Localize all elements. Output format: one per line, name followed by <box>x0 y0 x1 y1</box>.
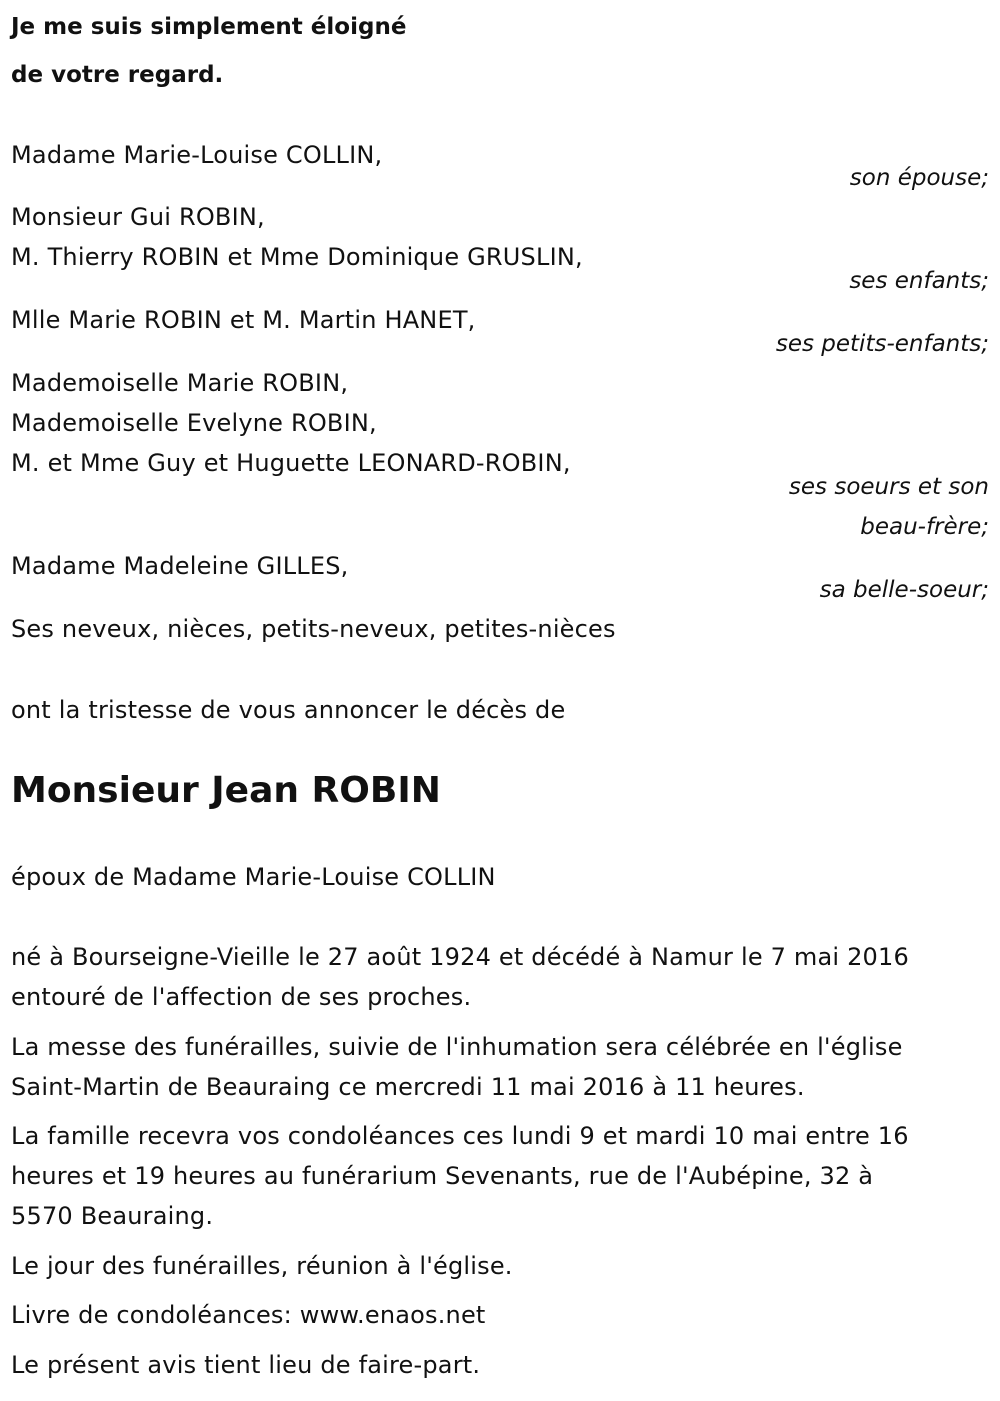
notice-line: Le présent avis tient lieu de faire-part. <box>11 1351 481 1379</box>
birth-death-line-2: entouré de l'affection de ses proches. <box>11 983 472 1011</box>
announcement-intro: ont la tristesse de vous annoncer le décès de <box>11 696 566 724</box>
funeral-line-2: Saint-Martin de Beauraing ce mercredi 11 mai 2016 à 11 heures. <box>11 1073 805 1101</box>
meeting-line: Le jour des funérailles, réunion à l'église. <box>11 1252 513 1280</box>
mourner-sister-in-law: Madame Madeleine GILLES, <box>11 552 349 580</box>
birth-death-line-1: né à Bourseigne-Vieille le 27 août 1924 et décédé à Namur le 7 mai 2016 <box>11 943 909 971</box>
condolences-line-2: heures et 19 heures au funérarium Sevenants, rue de l'Aubépine, 32 à <box>11 1162 874 1190</box>
condolences-line-3: 5570 Beauraing. <box>11 1202 214 1230</box>
funeral-line-1: La messe des funérailles, suivie de l'inhumation sera célébrée en l'église <box>11 1033 903 1061</box>
mourner-child-1: Monsieur Gui ROBIN, <box>11 203 265 231</box>
role-siblings-line-2: beau-frère; <box>860 514 989 540</box>
condolences-line-1: La famille recevra vos condoléances ces lundi 9 et mardi 10 mai entre 16 <box>11 1122 909 1150</box>
role-sister-in-law: sa belle-soeur; <box>819 577 989 603</box>
role-children: ses enfants; <box>849 268 989 294</box>
deceased-name: Monsieur Jean ROBIN <box>11 770 441 811</box>
mourner-sibling-1: Mademoiselle Marie ROBIN, <box>11 369 349 397</box>
mourner-sibling-2: Mademoiselle Evelyne ROBIN, <box>11 409 377 437</box>
role-siblings-line-1: ses soeurs et son <box>788 474 989 500</box>
mourner-spouse: Madame Marie-Louise COLLIN, <box>11 141 383 169</box>
mourner-sibling-3: M. et Mme Guy et Huguette LEONARD-ROBIN, <box>11 449 571 477</box>
role-spouse: son épouse; <box>849 165 989 191</box>
epigraph-line-1: Je me suis simplement éloigné <box>11 14 407 40</box>
role-grandchildren: ses petits-enfants; <box>775 331 989 357</box>
mourner-grandchild-1: Mlle Marie ROBIN et M. Martin HANET, <box>11 306 476 334</box>
spouse-of-line: époux de Madame Marie-Louise COLLIN <box>11 863 496 891</box>
mourner-extended-family: Ses neveux, nièces, petits-neveux, petites-nièces <box>11 615 616 643</box>
guestbook-line: Livre de condoléances: www.enaos.net <box>11 1301 486 1329</box>
mourner-child-2: M. Thierry ROBIN et Mme Dominique GRUSLIN, <box>11 243 583 271</box>
epigraph-line-2: de votre regard. <box>11 62 224 88</box>
